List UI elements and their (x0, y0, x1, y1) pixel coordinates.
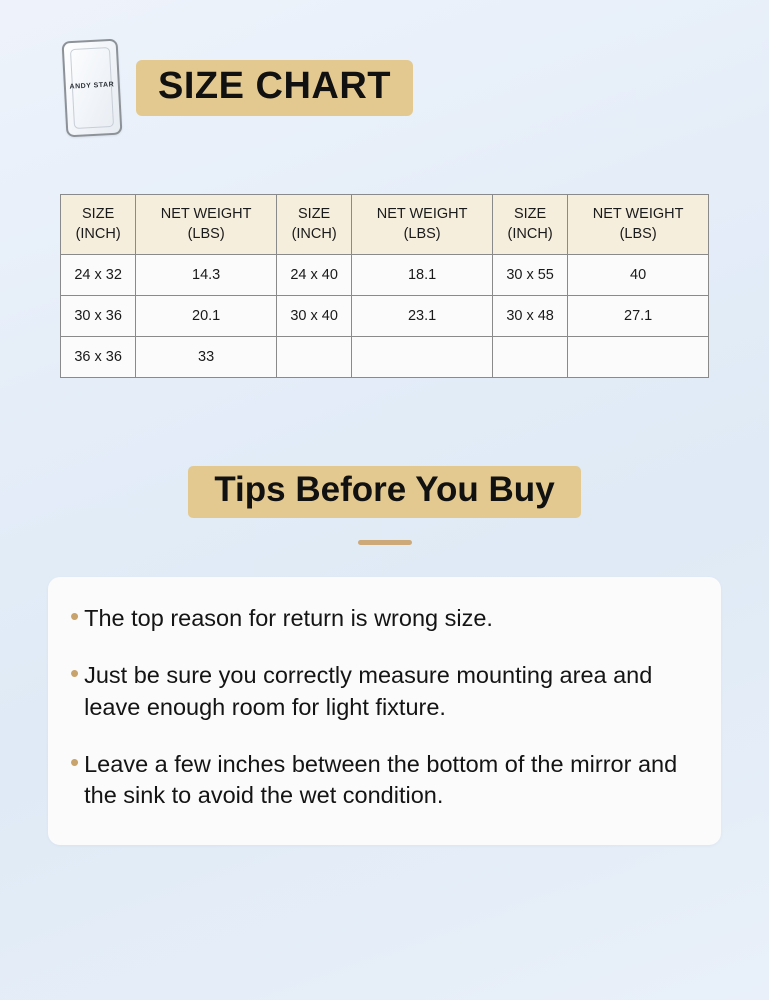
table-row (61, 296, 709, 337)
table-row (61, 255, 709, 296)
size-chart-section (60, 194, 709, 378)
bullet-icon: • (70, 658, 80, 689)
size-chart-table (60, 194, 709, 378)
brand-name: ANDY STAR (69, 81, 115, 91)
table-cell: 14.3 (136, 255, 277, 296)
table-cell: 20.1 (136, 296, 277, 337)
list-item (70, 746, 691, 812)
column-header (352, 195, 493, 255)
column-header-line2: (INCH) (75, 225, 121, 242)
column-header (568, 195, 709, 255)
mirror-icon (62, 39, 123, 138)
table-cell: 23.1 (352, 296, 493, 337)
column-header-line2: (LBS) (619, 225, 657, 242)
section-divider (358, 540, 412, 545)
column-header-line1: SIZE (298, 206, 331, 222)
bullet-icon: • (70, 746, 80, 777)
table-cell: 33 (136, 337, 277, 378)
table-cell (492, 337, 567, 378)
table-cell: 36 x 36 (61, 337, 136, 378)
column-header (61, 195, 136, 255)
brand-logo (0, 40, 126, 136)
tip-text: Just be sure you correctly measure mounting area and leave enough room for light fixture. (84, 662, 653, 720)
column-header-line2: (INCH) (507, 225, 553, 242)
table-cell (276, 337, 351, 378)
column-header-line1: NET WEIGHT (592, 206, 684, 222)
table-cell: 18.1 (352, 255, 493, 296)
table-cell (568, 337, 709, 378)
list-item (70, 660, 691, 723)
column-header-line1: SIZE (82, 206, 115, 222)
list-item (70, 603, 691, 634)
column-header-line1: NET WEIGHT (160, 206, 252, 222)
bullet-icon: • (70, 601, 80, 632)
table-cell: 30 x 48 (492, 296, 567, 337)
table-cell: 24 x 32 (61, 255, 136, 296)
column-header-line1: NET WEIGHT (376, 206, 468, 222)
table-cell: 30 x 40 (276, 296, 351, 337)
table-cell: 40 (568, 255, 709, 296)
column-header (492, 195, 567, 255)
column-header (276, 195, 351, 255)
column-header-line2: (INCH) (291, 225, 337, 242)
column-header-line2: (LBS) (187, 225, 225, 242)
table-cell: 30 x 36 (61, 296, 136, 337)
tips-card (48, 577, 721, 845)
tip-text: The top reason for return is wrong size. (84, 605, 493, 632)
tips-header (0, 466, 769, 545)
tip-text: Leave a few inches between the bottom of the mirror and the sink to avoid the wet condition. (84, 750, 678, 809)
column-header-line1: SIZE (513, 206, 547, 222)
table-cell: 24 x 40 (276, 255, 351, 296)
page-title: SIZE CHART (136, 60, 413, 116)
table-cell: 30 x 55 (492, 255, 567, 296)
table-cell (352, 337, 493, 378)
column-header (136, 195, 277, 255)
table-cell: 27.1 (568, 296, 709, 337)
table-header-row (61, 195, 709, 255)
table-row (61, 337, 709, 378)
tips-title: Tips Before You Buy (188, 466, 580, 518)
page-header (0, 0, 769, 136)
column-header-line2: (LBS) (403, 225, 441, 242)
